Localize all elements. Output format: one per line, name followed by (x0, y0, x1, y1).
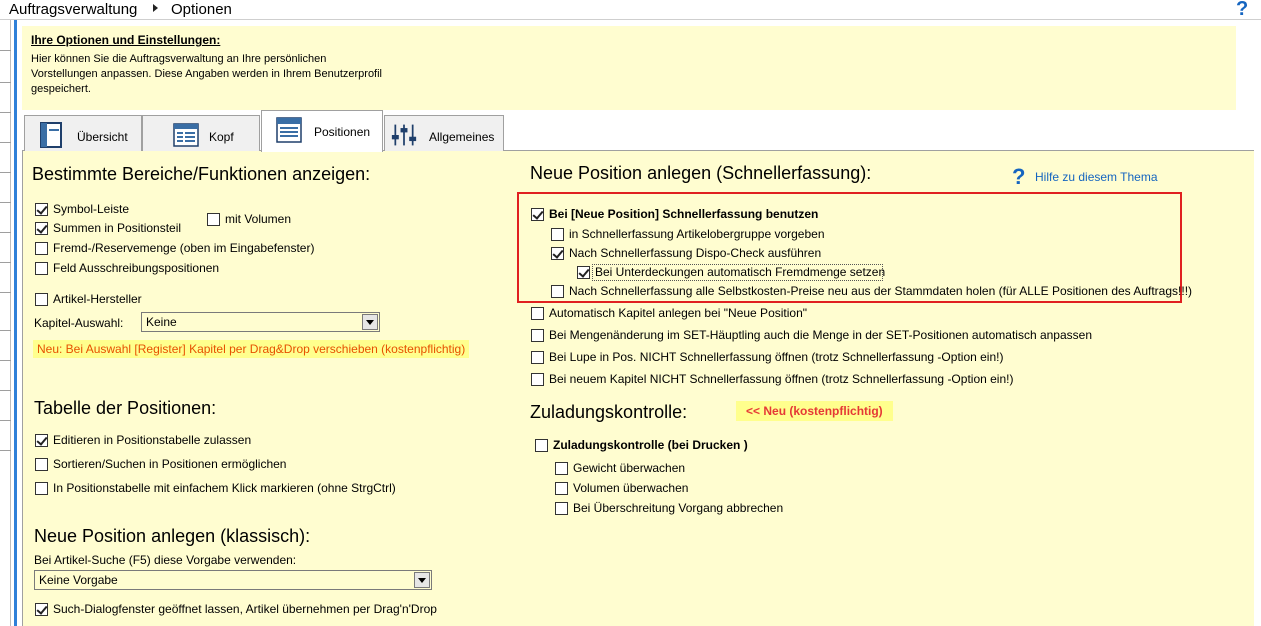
tab-kopf[interactable] (142, 115, 260, 151)
info-heading: Ihre Optionen und Einstellungen: (31, 33, 221, 47)
checkbox-box[interactable] (35, 222, 48, 235)
checkbox-label: Nach Schnellerfassung alle Selbstkosten-Preise neu aus der Stammdaten holen (für ALLE Positionen des Auftrags!!!) (569, 284, 1193, 298)
left-rail (0, 20, 11, 626)
checkbox-box[interactable] (35, 434, 48, 447)
breadcrumb-optionen: Optionen (171, 1, 232, 18)
checkbox-box[interactable] (35, 242, 48, 255)
checkbox-box[interactable] (551, 228, 564, 241)
checkbox-box[interactable] (531, 373, 544, 386)
rail-divider (0, 420, 11, 421)
rail-divider (0, 142, 11, 143)
checkbox-label: Nach Schnellerfassung Dispo-Check ausführen (569, 246, 822, 260)
kapitel-auswahl-label: Kapitel-Auswahl: (34, 316, 124, 330)
positions-icon (276, 116, 302, 144)
checkbox-box[interactable] (35, 603, 48, 616)
checkbox-box[interactable] (555, 502, 568, 515)
checkbox-label: Fremd-/Reservemenge (oben im Eingabefenster) (53, 241, 315, 255)
rail-divider (0, 360, 11, 361)
tab-label: Kopf (209, 130, 234, 144)
checkbox-label: Gewicht überwachen (573, 461, 686, 475)
header-icon (173, 121, 199, 149)
checkbox-box[interactable] (35, 482, 48, 495)
checkbox-box[interactable] (35, 293, 48, 306)
checkbox-label: Such-Dialogfenster geöffnet lassen, Artikel übernehmen per Drag'n'Drop (53, 602, 437, 616)
help-icon[interactable]: ? (1012, 164, 1026, 189)
checkbox-label: Bei Überschreitung Vorgang abbrechen (573, 501, 784, 515)
breadcrumb-auftragsverwaltung[interactable]: Auftragsverwaltung (9, 1, 138, 18)
checkbox-label: mit Volumen (225, 212, 292, 226)
select-value: Keine Vorgabe (39, 573, 118, 587)
select-value: Keine (146, 315, 177, 329)
rail-divider (0, 172, 11, 173)
checkbox-box[interactable] (35, 458, 48, 471)
chevron-down-icon[interactable] (414, 572, 430, 588)
section-title-klassisch: Neue Position anlegen (klassisch): (34, 526, 311, 546)
kapitel-auswahl-select[interactable] (141, 312, 380, 332)
checkbox-label: Artikel-Hersteller (53, 292, 142, 306)
rail-divider (0, 112, 11, 113)
checkbox-label: Symbol-Leiste (53, 202, 130, 216)
checkbox-label: Volumen überwachen (573, 481, 689, 495)
checkbox-label: Zuladungskontrolle (bei Drucken ) (553, 438, 748, 452)
checkbox-box[interactable] (551, 247, 564, 260)
rail-divider (0, 390, 11, 391)
checkbox-box[interactable] (207, 213, 220, 226)
checkbox-box[interactable] (551, 285, 564, 298)
checkbox-box[interactable] (531, 351, 544, 364)
rail-divider (0, 202, 11, 203)
checkbox-label: Bei neuem Kapitel NICHT Schnellerfassung öffnen (trotz Schnellerfassung -Option ein!) (549, 372, 1014, 386)
checkbox-label: Bei Unterdeckungen automatisch Fremdmenge setzen (595, 265, 886, 279)
info-text: Hier können Sie die Auftragsverwaltung an Ihre persönlichen Vorstellungen anpassen. Diese Angaben werden in Ihrem Benutzerprofil gespeichert. (31, 53, 383, 95)
checkbox-label: Summen in Positionsteil (53, 221, 182, 235)
checkbox-label: Sortieren/Suchen in Positionen ermöglichen (53, 457, 287, 471)
tab-label: Übersicht (77, 130, 128, 144)
rail-divider (0, 292, 11, 293)
artikel-suche-label: Bei Artikel-Suche (F5) diese Vorgabe verwenden: (34, 553, 297, 567)
overview-icon (39, 121, 65, 149)
section-title-schnellerfassung: Neue Position anlegen (Schnellerfassung): (530, 163, 872, 183)
checkbox-box[interactable] (531, 208, 544, 221)
checkbox-label: Bei Mengenänderung im SET-Häuptling auch die Menge in der SET-Positionen automatisch anpassen (549, 328, 1092, 342)
checkbox-box[interactable] (35, 203, 48, 216)
checkbox-label: Editieren in Positionstabelle zulassen (53, 433, 252, 447)
tab-label: Allgemeines (429, 130, 495, 144)
checkbox-label: Bei [Neue Position] Schnellerfassung benutzen (549, 207, 819, 221)
checkbox-label: Automatisch Kapitel anlegen bei "Neue Position" (549, 306, 808, 320)
chevron-down-icon[interactable] (362, 314, 378, 330)
rail-divider (0, 50, 11, 51)
checkbox-box[interactable] (535, 439, 548, 452)
rail-divider (0, 232, 11, 233)
checkbox-label: Feld Ausschreibungspositionen (53, 261, 220, 275)
section-title-tabelle: Tabelle der Positionen: (34, 398, 217, 418)
tab-uebersicht[interactable] (24, 115, 142, 151)
section-title-zuladung: Zuladungskontrolle: (530, 402, 688, 422)
rail-divider (0, 450, 11, 451)
neu-kostenpflichtig-notice: << Neu (kostenpflichtig) (736, 401, 893, 421)
checkbox-box[interactable] (555, 482, 568, 495)
checkbox-box[interactable] (577, 266, 590, 279)
checkbox-box[interactable] (531, 329, 544, 342)
help-icon[interactable]: ? (1236, 0, 1249, 20)
checkbox-label: In Positionstabelle mit einfachem Klick markieren (ohne StrgCtrl) (53, 481, 396, 495)
checkbox-label: Bei Lupe in Pos. NICHT Schnellerfassung öffnen (trotz Schnellerfassung -Option ein!) (549, 350, 1004, 364)
tab-positionen[interactable] (261, 110, 383, 152)
vorgabe-select[interactable] (34, 570, 432, 590)
rail-divider (0, 82, 11, 83)
checkbox-box[interactable] (555, 462, 568, 475)
checkbox-box[interactable] (35, 262, 48, 275)
rail-divider (0, 330, 11, 331)
sliders-icon (391, 121, 417, 149)
checkbox-box[interactable] (531, 307, 544, 320)
drag-drop-notice: Neu: Bei Auswahl [Register] Kapitel per Drag&Drop verschieben (kostenpflichtig) (33, 340, 469, 358)
help-topic-link[interactable]: Hilfe zu diesem Thema (1035, 170, 1158, 184)
rail-divider (0, 262, 11, 263)
tab-label: Positionen (314, 125, 371, 139)
checkbox-label: in Schnellerfassung Artikelobergruppe vorgeben (569, 227, 825, 241)
section-title-bereiche: Bestimmte Bereiche/Funktionen anzeigen: (32, 164, 371, 184)
breadcrumb-separator-icon (153, 4, 158, 12)
tab-allgemeines[interactable] (384, 115, 504, 151)
